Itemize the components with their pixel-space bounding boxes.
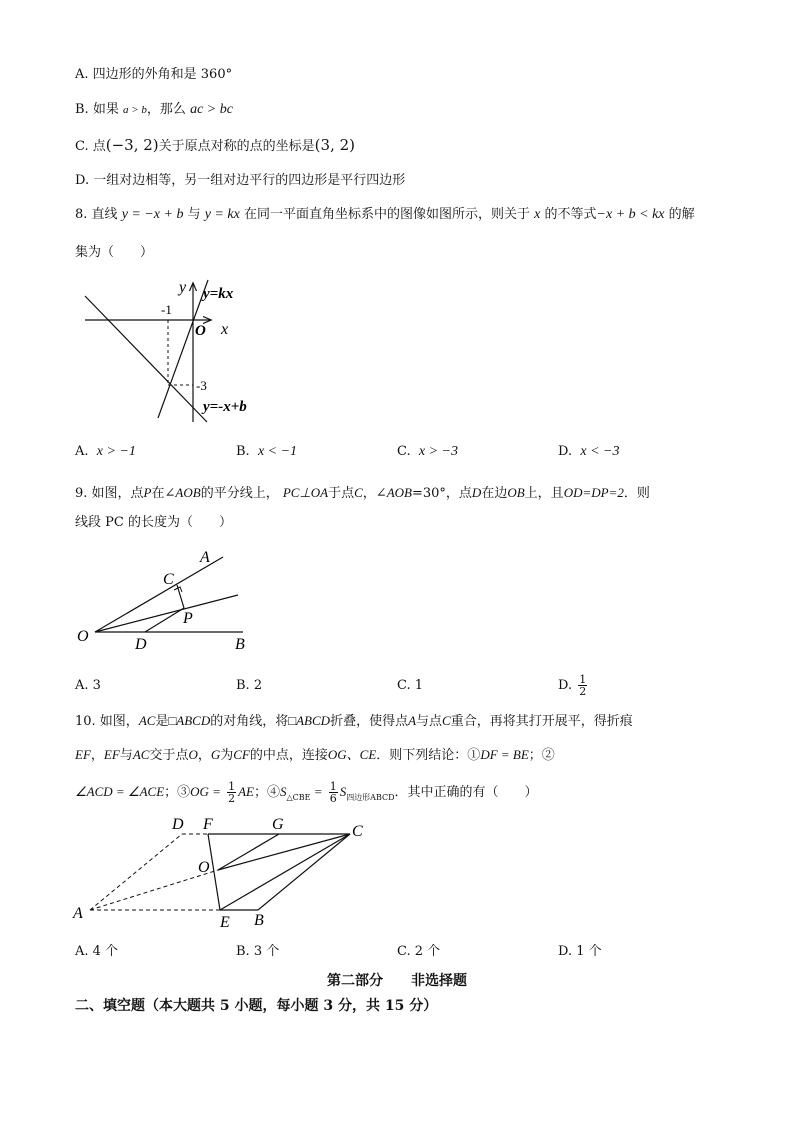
q10-stem-line3 bbox=[75, 779, 538, 811]
q8-figure bbox=[75, 272, 275, 432]
math: y = kx bbox=[204, 207, 240, 222]
label-x: x bbox=[221, 321, 229, 338]
text: 9. 如图，点 bbox=[75, 486, 144, 501]
text: 上，且 bbox=[524, 486, 564, 501]
text: 10. 如图， bbox=[75, 714, 139, 729]
q9-stem-line2: 线段 PC 的长度为（ ） bbox=[75, 515, 232, 530]
segment-ao bbox=[90, 870, 218, 910]
q7-option-d: D. 一组对边相等，另一组对边平行的四边形是平行四边形 bbox=[75, 173, 406, 188]
math: EF bbox=[75, 747, 91, 762]
section-two-heading: 二、填空题（本大题共 5 小题，每小题 3 分，共 15 分） bbox=[75, 998, 438, 1014]
fraction bbox=[578, 674, 587, 697]
text: ；② bbox=[528, 748, 555, 763]
label-c: C bbox=[163, 571, 174, 588]
math: DF = BE bbox=[480, 747, 529, 762]
text: 的对角线，将 bbox=[210, 714, 289, 729]
label-c: C bbox=[352, 823, 363, 840]
label-negxb: y=-x+b bbox=[203, 399, 247, 415]
q10-option-d: D. 1 个 bbox=[558, 944, 602, 959]
q10-stem-line1 bbox=[75, 712, 633, 731]
option-math: x < −3 bbox=[580, 444, 620, 459]
q8-option-b bbox=[236, 443, 297, 461]
label-d: D bbox=[172, 816, 184, 833]
label-g: G bbox=[272, 816, 284, 833]
q9-option-d bbox=[558, 674, 589, 697]
option-label: B. bbox=[236, 444, 250, 459]
text: ；③ bbox=[164, 785, 191, 800]
q7-option-c bbox=[75, 136, 355, 156]
q8-stem-line2: 集为（ ） bbox=[75, 245, 154, 260]
text: C. 点 bbox=[75, 139, 106, 154]
numerator: 1 bbox=[228, 780, 236, 793]
fraction-half bbox=[227, 781, 236, 804]
side-bc bbox=[258, 834, 350, 910]
label-f: F bbox=[203, 816, 213, 833]
math: OG、CE bbox=[327, 747, 377, 762]
label-neg1: -1 bbox=[161, 302, 172, 317]
q8-option-c bbox=[397, 443, 458, 461]
text: B. 如果 bbox=[75, 102, 119, 117]
math: C bbox=[442, 713, 451, 728]
label-neg3: -3 bbox=[196, 378, 207, 393]
label-a: A bbox=[200, 549, 210, 566]
math: x bbox=[534, 207, 541, 222]
label-origin: O bbox=[195, 323, 206, 339]
math: a > b bbox=[122, 104, 147, 116]
side-ad bbox=[90, 834, 182, 910]
math: (−3, 2) bbox=[105, 136, 159, 154]
label-e: E bbox=[220, 914, 230, 931]
text: 为 bbox=[220, 748, 234, 763]
q7-option-a: A. 四边形的外角和是 360° bbox=[75, 67, 233, 82]
math: A bbox=[408, 713, 417, 728]
q9-option-c: C. 1 bbox=[397, 678, 424, 693]
text: 的中点，连接 bbox=[249, 748, 328, 763]
text: ，那么 bbox=[146, 102, 186, 117]
math: AE bbox=[238, 784, 254, 799]
math: S bbox=[339, 784, 347, 799]
option-label: D. bbox=[558, 444, 573, 459]
denominator: 2 bbox=[228, 792, 236, 805]
math: OD=DP=2 bbox=[563, 485, 624, 500]
math: ac > bc bbox=[190, 102, 233, 117]
q9-option-b: B. 2 bbox=[236, 678, 263, 693]
text: ， bbox=[90, 748, 104, 763]
part-two-heading: 第二部分 非选择题 bbox=[327, 973, 467, 989]
text: ， bbox=[197, 748, 211, 763]
text: 与 bbox=[119, 748, 133, 763]
label-o: O bbox=[198, 859, 210, 876]
text: 的平分线上， bbox=[200, 486, 279, 501]
math: P bbox=[143, 485, 152, 500]
option-label: A. bbox=[75, 444, 89, 459]
denominator: 2 bbox=[579, 685, 587, 698]
math: AC bbox=[132, 747, 150, 762]
segment-ce bbox=[220, 834, 350, 910]
numerator: 1 bbox=[329, 780, 337, 793]
math: □ABCD bbox=[168, 713, 211, 728]
math: −x + b < kx bbox=[596, 207, 665, 222]
text: ．则 bbox=[623, 486, 650, 501]
text: 的解 bbox=[668, 207, 695, 222]
segment-dp bbox=[145, 608, 184, 632]
label-a: A bbox=[73, 905, 83, 922]
math: EF bbox=[103, 747, 120, 762]
q10-stem-line2 bbox=[75, 746, 555, 765]
q10-option-b: B. 3 个 bbox=[236, 944, 280, 959]
math: D bbox=[471, 485, 482, 500]
option-math: x < −1 bbox=[257, 444, 298, 459]
text: 关于原点对称的点的坐标是 bbox=[158, 139, 315, 154]
option-math: x > −3 bbox=[418, 444, 458, 459]
label-b: B bbox=[254, 912, 264, 929]
math: □ABCD bbox=[288, 713, 331, 728]
text: 于点 bbox=[328, 486, 355, 501]
numerator: 1 bbox=[579, 673, 587, 686]
segment-og bbox=[218, 834, 279, 870]
subscript: 四边形ABCD bbox=[346, 793, 395, 802]
text: 在边 bbox=[481, 486, 508, 501]
text: 8. 直线 bbox=[75, 207, 118, 222]
math: y = −x + b bbox=[121, 207, 184, 222]
option-math: x > −1 bbox=[96, 444, 136, 459]
math: PC⊥OA bbox=[282, 485, 329, 500]
q10-figure bbox=[70, 810, 380, 935]
ray-oa bbox=[95, 557, 223, 632]
text: ；④ bbox=[254, 785, 281, 800]
q8-stem-line1 bbox=[75, 206, 695, 224]
option-label: D. bbox=[558, 678, 573, 693]
label-b: B bbox=[235, 636, 245, 653]
line-negx-plus-b bbox=[85, 296, 207, 422]
label-d: D bbox=[135, 636, 147, 653]
segment-oc bbox=[218, 834, 350, 870]
math: AC bbox=[138, 713, 156, 728]
subscript: △CBE bbox=[286, 793, 311, 802]
text: ．则下列结论：① bbox=[376, 748, 481, 763]
text: ，∠ bbox=[362, 486, 387, 501]
math: O bbox=[188, 747, 198, 762]
text: 折叠，使得点 bbox=[330, 714, 409, 729]
fraction-sixth bbox=[329, 781, 338, 804]
option-label: C. bbox=[397, 444, 411, 459]
text: =30°，点 bbox=[411, 486, 472, 501]
math: AOB bbox=[175, 485, 201, 500]
q8-option-d bbox=[558, 443, 619, 461]
math: C bbox=[354, 485, 363, 500]
q9-stem-line1 bbox=[75, 484, 650, 503]
q9-figure bbox=[75, 547, 275, 657]
text: 在同一平面直角坐标系中的图像如图所示，则关于 bbox=[244, 207, 531, 222]
bisector bbox=[95, 595, 238, 632]
label-y: y bbox=[179, 279, 187, 296]
text: 重合，再将其打开展平，得折痕 bbox=[450, 714, 633, 729]
text: 在∠ bbox=[151, 486, 176, 501]
denominator: 6 bbox=[329, 792, 337, 805]
q10-option-c: C. 2 个 bbox=[397, 944, 441, 959]
q10-option-a: A. 4 个 bbox=[75, 944, 119, 959]
text: 与 bbox=[187, 207, 201, 222]
q7-option-b bbox=[75, 101, 233, 119]
label-o: O bbox=[77, 628, 89, 645]
math: AOB bbox=[386, 485, 412, 500]
math: (3, 2) bbox=[314, 136, 355, 154]
math: CF bbox=[233, 747, 250, 762]
label-kx: y=kx bbox=[203, 286, 234, 302]
math: = bbox=[310, 784, 323, 799]
crease-ef bbox=[208, 834, 220, 910]
text: 交于点 bbox=[149, 748, 189, 763]
text: 的不等式 bbox=[544, 207, 597, 222]
math: S bbox=[280, 784, 287, 799]
math: OB bbox=[507, 485, 525, 500]
math: ∠ACD = ∠ACE bbox=[75, 784, 165, 799]
math: G bbox=[210, 747, 221, 762]
q9-option-a: A. 3 bbox=[75, 678, 101, 693]
text: 是 bbox=[155, 714, 169, 729]
text: 与点 bbox=[416, 714, 443, 729]
label-p: P bbox=[183, 610, 193, 627]
text: ．其中正确的有（ ） bbox=[394, 785, 538, 800]
q8-option-a bbox=[75, 443, 136, 461]
math: OG = bbox=[190, 784, 221, 799]
